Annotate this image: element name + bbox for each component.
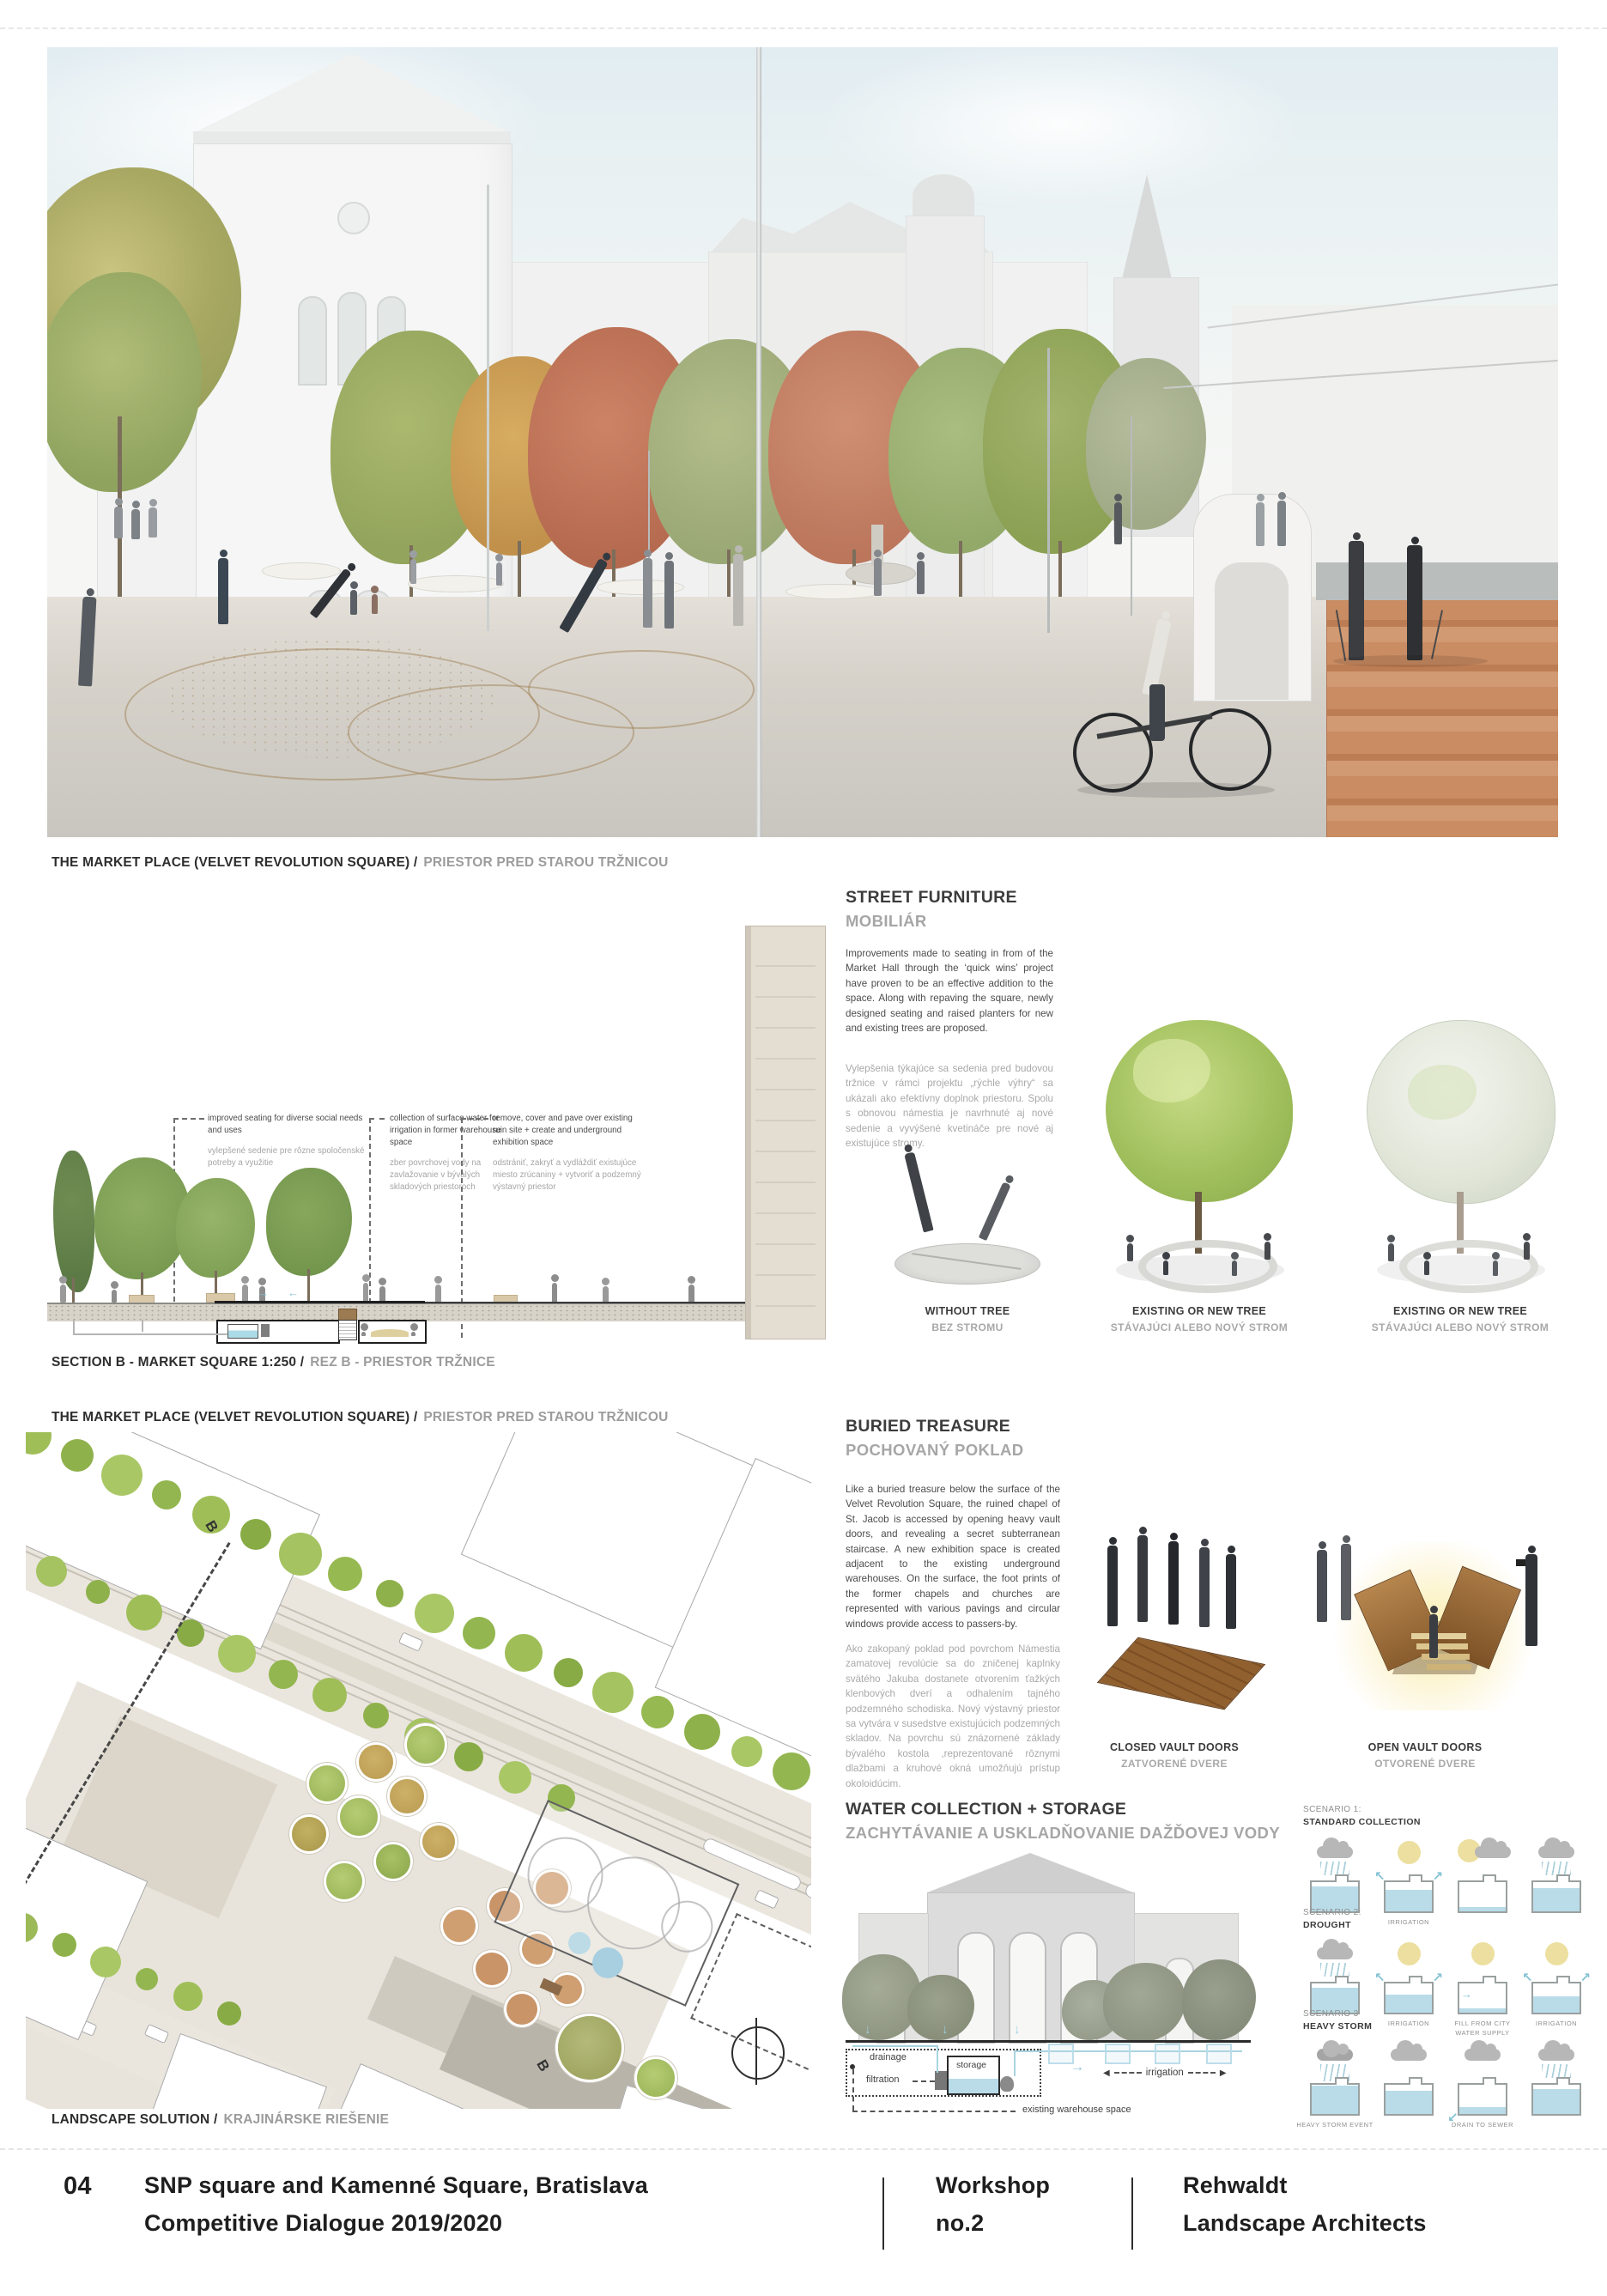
flagpole bbox=[487, 185, 489, 631]
car-icon bbox=[398, 1631, 423, 1651]
irrigation-assembly bbox=[1103, 2068, 1227, 2078]
storage-tank-icon bbox=[1458, 1880, 1507, 1913]
infiltration-arrow-icon: ↓ bbox=[1014, 2022, 1021, 2037]
option-label-en: EXISTING OR NEW TREE bbox=[1392, 1305, 1527, 1317]
annotation-sk: odstrániť, zakryť a vydláždiť existujúce miesto zrúcaniny + vytvoriť a podzemný výstavný priestor bbox=[493, 1157, 641, 1192]
drainage-label: drainage bbox=[870, 2052, 907, 2062]
vault-door-label bbox=[1326, 1741, 1524, 1770]
arrow-right-icon: ▶ bbox=[1219, 2068, 1227, 2078]
storage-tank-icon bbox=[1531, 1880, 1581, 1913]
planter-tree-icon bbox=[390, 1779, 424, 1813]
scenario-1-label: SCENARIO 1: bbox=[1303, 1805, 1361, 1814]
seated-person-figure bbox=[1229, 1252, 1240, 1277]
sun-icon bbox=[1471, 1942, 1495, 1965]
person-figure bbox=[601, 1278, 610, 1303]
scenario-note bbox=[1517, 1917, 1596, 1936]
warehouse-label: existing warehouse space bbox=[1022, 2105, 1131, 2115]
caption-sk: KRAJINÁRSKE RIEŠENIE bbox=[223, 2112, 390, 2127]
scenario-cell bbox=[1446, 1937, 1519, 2038]
person-figure bbox=[348, 581, 360, 616]
planter-tree-icon bbox=[326, 1863, 362, 1899]
person-figure bbox=[730, 545, 747, 627]
scenario-cell bbox=[1372, 1937, 1446, 2038]
scenario-cell bbox=[1298, 2038, 1372, 2139]
flow-arrow-icon: → bbox=[1070, 2060, 1084, 2074]
arched-window-icon bbox=[298, 296, 327, 386]
round-bench-top-icon bbox=[894, 1243, 1040, 1285]
street-furniture-body-sk: Vylepšenia týkajúce sa sedenia pred budovou tržnice v rámci projektu „rýchle výhry“ sa ukázali ako efektívny doplnok priestoru. Spolu s obnovou námestia je navrhnuté aj nové sedenie a vyvýšené kvetináče pre nové aj existujúce stromy. bbox=[846, 1063, 1053, 1149]
person-figure bbox=[1133, 1527, 1152, 1623]
person-figure bbox=[899, 1143, 937, 1235]
buried-treasure-body-sk: Ako zakopaný poklad pod povrchom Námestia zamatovej revolúcie sa do zničenej kaplnky svätého Jakuba dostanete otvorením ťažkých klenbových dverí a odhalením tajného podzemného schodiska. Nový výstavný priestor sa vytvára v susedstve existujúcich podzemných skladov. Na povrchu sú znázornené základy bývalého kostola ,reprezentované rôznymi dlažbami a kruhové okná umožňujú prístup okoloidúcim. bbox=[846, 1643, 1060, 1789]
scenario-note: DRAIN TO SEWER bbox=[1451, 2121, 1514, 2129]
caption-sk: PRIESTOR PRED STAROU TRŽNICOU bbox=[423, 1410, 669, 1424]
square-tree-icon bbox=[637, 2059, 675, 2097]
person-figure bbox=[215, 550, 232, 625]
water-feature bbox=[568, 1932, 591, 1954]
water-title: WATER COLLECTION + STORAGE bbox=[846, 1800, 1127, 1819]
person-figure bbox=[369, 586, 380, 615]
shelter-opening bbox=[1215, 562, 1289, 700]
person-figure bbox=[871, 550, 884, 597]
storage-water bbox=[949, 2079, 998, 2093]
person-figure bbox=[975, 1172, 1018, 1242]
water-pipe bbox=[937, 2045, 938, 2073]
pump-icon bbox=[261, 1324, 270, 1337]
person-figure bbox=[549, 1274, 560, 1303]
leader-dot bbox=[850, 2064, 855, 2069]
workshop-line2: no.2 bbox=[936, 2210, 985, 2236]
bench bbox=[262, 562, 341, 580]
annotation-sk: zber povrchovej vody na zavlažovanie v bývalých skladových priestoroch bbox=[390, 1157, 482, 1192]
scenario-note: HEAVY STORM EVENT bbox=[1296, 2121, 1374, 2129]
landscape-plan bbox=[26, 1432, 811, 2109]
planter-tree-icon bbox=[292, 1817, 326, 1851]
stair-shaft bbox=[338, 1320, 357, 1340]
annotation-en: improved seating for diverse social needs and uses bbox=[208, 1114, 363, 1135]
scenario-note: IRRIGATION bbox=[1535, 2020, 1578, 2027]
workshop-line1: Workshop bbox=[936, 2172, 1051, 2198]
annotation-sk: vylepšené sedenie pre rôzne spoločenské potreby a využitie bbox=[208, 1145, 365, 1168]
seated-person-figure bbox=[1422, 1252, 1432, 1276]
water-pipe bbox=[852, 2045, 938, 2047]
door-label-sk: OTVORENÉ DVERE bbox=[1374, 1758, 1476, 1770]
camera-icon bbox=[1516, 1559, 1525, 1566]
sun-icon bbox=[1398, 1841, 1421, 1864]
irrigation-arrow-icon: ↖ bbox=[1374, 1869, 1386, 1884]
storage-tank-icon bbox=[1384, 2083, 1434, 2116]
bench bbox=[408, 575, 504, 592]
annotation-leader bbox=[461, 1118, 488, 1120]
person-figure bbox=[1275, 492, 1289, 547]
rain-cloud-icon bbox=[1317, 1846, 1353, 1858]
storage-tank-icon bbox=[1522, 1971, 1591, 2014]
rain-icon bbox=[1320, 1963, 1349, 1977]
filtration-label: filtration bbox=[866, 2074, 900, 2085]
section-ground-line bbox=[425, 1302, 745, 1303]
person-figure bbox=[661, 552, 677, 629]
planter-empty-icon bbox=[506, 1994, 537, 2025]
drain-arrow-icon: ↙ bbox=[1447, 2111, 1458, 2125]
tree-trunk bbox=[72, 1278, 75, 1303]
scenario-note bbox=[1517, 2120, 1596, 2139]
section-tree bbox=[176, 1178, 255, 1278]
footer-divider bbox=[1131, 2178, 1133, 2250]
ground-shadow bbox=[1077, 782, 1275, 798]
storage-tank-icon bbox=[1374, 1971, 1443, 2014]
ground-line bbox=[846, 2040, 1251, 2043]
caption-en: SECTION B - MARKET SQUARE 1:250 / bbox=[52, 1355, 305, 1370]
door-label-sk: ZATVORENÉ DVERE bbox=[1121, 1758, 1228, 1770]
person-figure bbox=[494, 554, 505, 586]
fill-arrow-icon: → bbox=[1461, 1988, 1472, 2001]
rain-cloud-icon bbox=[1538, 1846, 1574, 1858]
water-pipe bbox=[1014, 2050, 1016, 2076]
storage-tank-icon bbox=[1374, 1869, 1443, 1913]
option-label-en: EXISTING OR NEW TREE bbox=[1131, 1305, 1266, 1317]
planter-tree-icon bbox=[340, 1798, 378, 1836]
water-storage-tank bbox=[227, 1324, 258, 1339]
facade-pediment bbox=[927, 1853, 1133, 1892]
pump-icon bbox=[1000, 2076, 1014, 2092]
person-figure bbox=[73, 587, 102, 687]
water-title-sk: ZACHYTÁVANIE A USKLADŇOVANIE DAŽĎOVEJ VODY bbox=[846, 1824, 1281, 1842]
car-icon bbox=[754, 1889, 779, 1909]
scenario-note: FILL FROM CITY WATER SUPPLY bbox=[1454, 2020, 1511, 2038]
circular-bench-icon bbox=[1138, 1240, 1277, 1293]
cloud-icon bbox=[1475, 1846, 1511, 1858]
caption-en: LANDSCAPE SOLUTION / bbox=[52, 2112, 218, 2127]
tram-vehicle bbox=[804, 1881, 811, 1927]
caption-market-place bbox=[52, 855, 668, 871]
scenario-cell bbox=[1519, 2038, 1593, 2139]
planter-tree-icon bbox=[407, 1726, 445, 1764]
scenario-note bbox=[1369, 2120, 1448, 2139]
caption-market-place-2 bbox=[52, 1410, 668, 1425]
tower-dome bbox=[913, 174, 974, 219]
drain-pipe bbox=[73, 1333, 227, 1335]
person-figure bbox=[434, 1276, 443, 1303]
caption-sk: PRIESTOR PRED STAROU TRŽNICOU bbox=[423, 855, 669, 870]
cloud-icon bbox=[1391, 2049, 1427, 2061]
water-feature bbox=[592, 1947, 623, 1978]
ground-shadow bbox=[1333, 655, 1488, 667]
top-dash-line bbox=[0, 27, 1607, 29]
car-icon bbox=[144, 2024, 169, 2044]
dash-line bbox=[1188, 2072, 1216, 2074]
caption-en: THE MARKET PLACE (VELVET REVOLUTION SQUARE) / bbox=[52, 855, 418, 870]
scenario-3-label: SCENARIO 3 bbox=[1303, 2009, 1359, 2019]
filtration-leader bbox=[913, 2080, 935, 2082]
cloud-shape bbox=[820, 47, 1301, 210]
cyclist-legs bbox=[1149, 684, 1165, 741]
person-figure bbox=[1313, 1541, 1331, 1623]
storage-tank-icon bbox=[1310, 2083, 1360, 2116]
arrow-left-icon: ◀ bbox=[1103, 2068, 1110, 2078]
street-furniture-body-en: Improvements made to seating in from of the Market Hall through the ‘quick wins’ project have proven to be an effective addition to the space. Along with repaving the square, newly designed seating and raised planters for new and existing trees are proposed. bbox=[846, 948, 1053, 1034]
storage-box bbox=[947, 2056, 1000, 2095]
water-arrow-icon: ← bbox=[288, 1286, 299, 1299]
warehouse-leader-h bbox=[852, 2111, 1016, 2112]
lamp-post-icon bbox=[1131, 416, 1132, 616]
buried-treasure-body-en: Like a buried treasure below the surface of the Velvet Revolution Square, the ruined chapel of St. Jacob is accessed by opening heavy vault doors, and revealing a secret subterranean staircase. A new exhibition space is created adjacent to the existing underground warehouses. On the surface, the foot prints of the former chapels and churches are represented with various pavings and circular windows provide access to passers-by. bbox=[846, 1484, 1060, 1630]
rubble-mound bbox=[371, 1329, 409, 1337]
section-marker-b: B bbox=[533, 2056, 553, 2074]
storm-cloud-icon bbox=[1317, 2049, 1353, 2061]
person-figure bbox=[408, 550, 419, 585]
annotation-en: remove, cover and pave over existing ruin site + create and underground exhibition space bbox=[493, 1114, 633, 1147]
seated-person-figure bbox=[1125, 1235, 1136, 1262]
annotation-en: collection of surface water for irrigation in former warehouse space bbox=[390, 1114, 501, 1147]
market-square-rendering bbox=[47, 47, 1558, 837]
annotation-leader bbox=[369, 1118, 385, 1120]
planter-tree-icon bbox=[309, 1765, 345, 1801]
caption-sk: REZ B - PRIESTOR TRŽNICE bbox=[310, 1355, 495, 1370]
storage-tank-icon bbox=[1458, 1982, 1507, 2014]
north-compass-icon bbox=[731, 2026, 785, 2080]
person-figure bbox=[1164, 1533, 1183, 1625]
option-label-sk: BEZ STROMU bbox=[931, 1321, 1004, 1333]
storage-tank-icon bbox=[1447, 2083, 1507, 2125]
rain-cloud-icon bbox=[1317, 1947, 1353, 1959]
sun-icon bbox=[1545, 1942, 1568, 1965]
furniture-option-label bbox=[886, 1305, 1049, 1333]
person-figure bbox=[58, 1276, 68, 1303]
section-building-texture bbox=[755, 936, 816, 1322]
scenario-cell bbox=[1519, 1937, 1593, 2038]
water-diagram bbox=[846, 1853, 1264, 2115]
section-tree bbox=[53, 1151, 94, 1292]
rain-icon bbox=[1320, 1862, 1349, 1875]
seated-person-figure bbox=[1262, 1233, 1273, 1260]
person-figure bbox=[640, 550, 656, 629]
person-figure bbox=[361, 1323, 367, 1337]
scenario-1-name: STANDARD COLLECTION bbox=[1303, 1817, 1421, 1827]
person-figure bbox=[110, 1281, 118, 1303]
seated-person-figure bbox=[1490, 1252, 1501, 1277]
person-figure bbox=[240, 1276, 250, 1303]
pavement-circle bbox=[528, 650, 755, 729]
infiltration-arrow-icon: ↓ bbox=[864, 2022, 871, 2037]
street-furniture-title-sk: MOBILIÁR bbox=[846, 912, 927, 930]
stair-step bbox=[1427, 1664, 1471, 1670]
person-figure bbox=[687, 1276, 696, 1303]
planter-tree-icon bbox=[376, 1844, 410, 1879]
pavement-texture bbox=[167, 638, 494, 758]
scenario-cell bbox=[1446, 2038, 1519, 2139]
caption-section bbox=[52, 1355, 495, 1370]
planter-empty-icon bbox=[443, 1910, 476, 1942]
person-figure bbox=[410, 1323, 416, 1337]
tree-trunk bbox=[307, 1269, 310, 1303]
buried-treasure-title-sk: POCHOVANÝ POKLAD bbox=[846, 1441, 1024, 1459]
section-ground-line-heavy bbox=[215, 1301, 425, 1303]
closed-vault-door-icon bbox=[1097, 1637, 1266, 1710]
irrigation-arrow-icon: ↗ bbox=[1580, 1971, 1591, 1985]
planter-tree-icon bbox=[422, 1825, 455, 1858]
scenario-cell bbox=[1372, 1836, 1446, 1936]
person-figure bbox=[1427, 1606, 1440, 1659]
firm-line2: Landscape Architects bbox=[1183, 2210, 1427, 2236]
stair-step bbox=[1416, 1643, 1468, 1649]
person-figure bbox=[1343, 532, 1369, 661]
root-zone-box bbox=[1105, 2044, 1131, 2064]
scenario-note bbox=[1443, 1917, 1522, 1936]
person-figure bbox=[1195, 1539, 1214, 1628]
rain-cloud-icon bbox=[1538, 2049, 1574, 2061]
person-figure bbox=[914, 552, 927, 595]
project-title-line2: Competitive Dialogue 2019/2020 bbox=[144, 2210, 503, 2236]
square-tree-icon bbox=[558, 2016, 622, 2080]
planter-empty-icon bbox=[476, 1953, 508, 1985]
section-marker-b: B bbox=[202, 1517, 221, 1535]
furniture-option-label bbox=[1075, 1305, 1324, 1333]
scenario-cell bbox=[1519, 1836, 1593, 1936]
irrigation-arrow-icon: ↖ bbox=[1522, 1971, 1533, 1985]
footer-divider bbox=[882, 2178, 884, 2250]
bicycle-wheel-icon bbox=[1073, 713, 1153, 793]
scenario-3-row bbox=[1298, 2038, 1593, 2139]
section-ground bbox=[47, 1303, 747, 1321]
person-figure bbox=[129, 501, 143, 540]
person-figure bbox=[1337, 1535, 1355, 1621]
scenario-2-label: SCENARIO 2: bbox=[1303, 1908, 1361, 1917]
person-figure bbox=[361, 1274, 371, 1303]
person-figure bbox=[1112, 494, 1125, 545]
footer-dash-line bbox=[0, 2148, 1607, 2150]
irrigation-label: irrigation bbox=[1145, 2068, 1184, 2078]
seated-person-figure bbox=[1161, 1252, 1171, 1276]
scenario-2-name: DROUGHT bbox=[1303, 1920, 1351, 1930]
caption-en: THE MARKET PLACE (VELVET REVOLUTION SQUARE) / bbox=[52, 1410, 418, 1424]
street-furniture-title: STREET FURNITURE bbox=[846, 888, 1017, 907]
root-zone-box bbox=[1155, 2044, 1180, 2064]
drain-pipe bbox=[142, 1320, 143, 1332]
option-label-en: WITHOUT TREE bbox=[925, 1305, 1010, 1317]
root-zone-box bbox=[1206, 2044, 1232, 2064]
rain-icon bbox=[1542, 1862, 1571, 1875]
water-arrow-icon: → bbox=[258, 1286, 269, 1299]
flagpole bbox=[756, 47, 761, 837]
cloud-icon bbox=[1464, 2049, 1501, 2061]
scenario-note: IRRIGATION bbox=[1387, 1918, 1430, 1926]
seated-person-figure bbox=[1521, 1233, 1532, 1260]
filter-box-icon bbox=[935, 2071, 947, 2090]
planter-tree-icon bbox=[359, 1745, 393, 1779]
sheet-number: 04 bbox=[64, 2172, 92, 2200]
lamp-post-icon bbox=[1047, 348, 1050, 633]
section-annotation-3 bbox=[493, 1113, 646, 1193]
infiltration-arrow-icon: ↓ bbox=[942, 2022, 949, 2037]
annotation-leader bbox=[173, 1118, 204, 1120]
circular-bench-icon bbox=[1399, 1240, 1538, 1293]
irrigation-arrow-icon: ↖ bbox=[1374, 1971, 1386, 1985]
irrigation-arrow-icon: ↗ bbox=[1432, 1869, 1443, 1884]
section-annotation-1 bbox=[208, 1113, 369, 1169]
church-spire-icon bbox=[1122, 174, 1172, 279]
project-title-line1: SNP square and Kamenné Square, Bratislava bbox=[144, 2172, 648, 2198]
person-figure bbox=[1222, 1546, 1240, 1630]
caption-landscape bbox=[52, 2112, 389, 2128]
firm-line1: Rehwaldt bbox=[1183, 2172, 1288, 2198]
door-label-en: OPEN VAULT DOORS bbox=[1367, 1741, 1483, 1753]
scenario-cell bbox=[1372, 2038, 1446, 2139]
storage-label: storage bbox=[956, 2060, 987, 2070]
option-label-sk: STÁVAJÚCI ALEBO NOVÝ STROM bbox=[1371, 1321, 1549, 1333]
sun-icon bbox=[1398, 1942, 1421, 1965]
person-figure bbox=[1402, 537, 1428, 661]
bench bbox=[785, 584, 882, 599]
market-hall-cornice bbox=[193, 131, 511, 143]
irrigation-arrow-icon: ↗ bbox=[1432, 1971, 1443, 1985]
person-figure bbox=[1253, 494, 1267, 547]
section-tree bbox=[266, 1168, 352, 1276]
person-figure bbox=[146, 499, 160, 538]
rain-icon bbox=[1542, 2064, 1571, 2078]
buried-treasure-title: BURIED TREASURE bbox=[846, 1417, 1010, 1436]
seated-person-figure bbox=[1386, 1235, 1397, 1262]
scenario-3-name: HEAVY STORM bbox=[1303, 2021, 1373, 2032]
furniture-option-label bbox=[1336, 1305, 1585, 1333]
gray-tree bbox=[1182, 1959, 1256, 2040]
person-figure bbox=[112, 498, 125, 539]
north-compass-needle bbox=[755, 2018, 757, 2085]
dash-line bbox=[1114, 2072, 1142, 2074]
rose-window-icon bbox=[337, 202, 370, 234]
warehouse-leader-v bbox=[852, 2069, 854, 2111]
storage-tank-icon bbox=[1531, 2083, 1581, 2116]
scenario-note: IRRIGATION bbox=[1387, 2020, 1430, 2027]
person-figure bbox=[378, 1278, 387, 1303]
scenario-cell bbox=[1446, 1836, 1519, 1936]
option-label-sk: STÁVAJÚCI ALEBO NOVÝ STROM bbox=[1110, 1321, 1289, 1333]
stair-entrance bbox=[338, 1309, 357, 1321]
person-figure bbox=[1103, 1537, 1122, 1627]
door-label-en: CLOSED VAULT DOORS bbox=[1109, 1741, 1240, 1753]
vault-door-label bbox=[1080, 1741, 1269, 1770]
